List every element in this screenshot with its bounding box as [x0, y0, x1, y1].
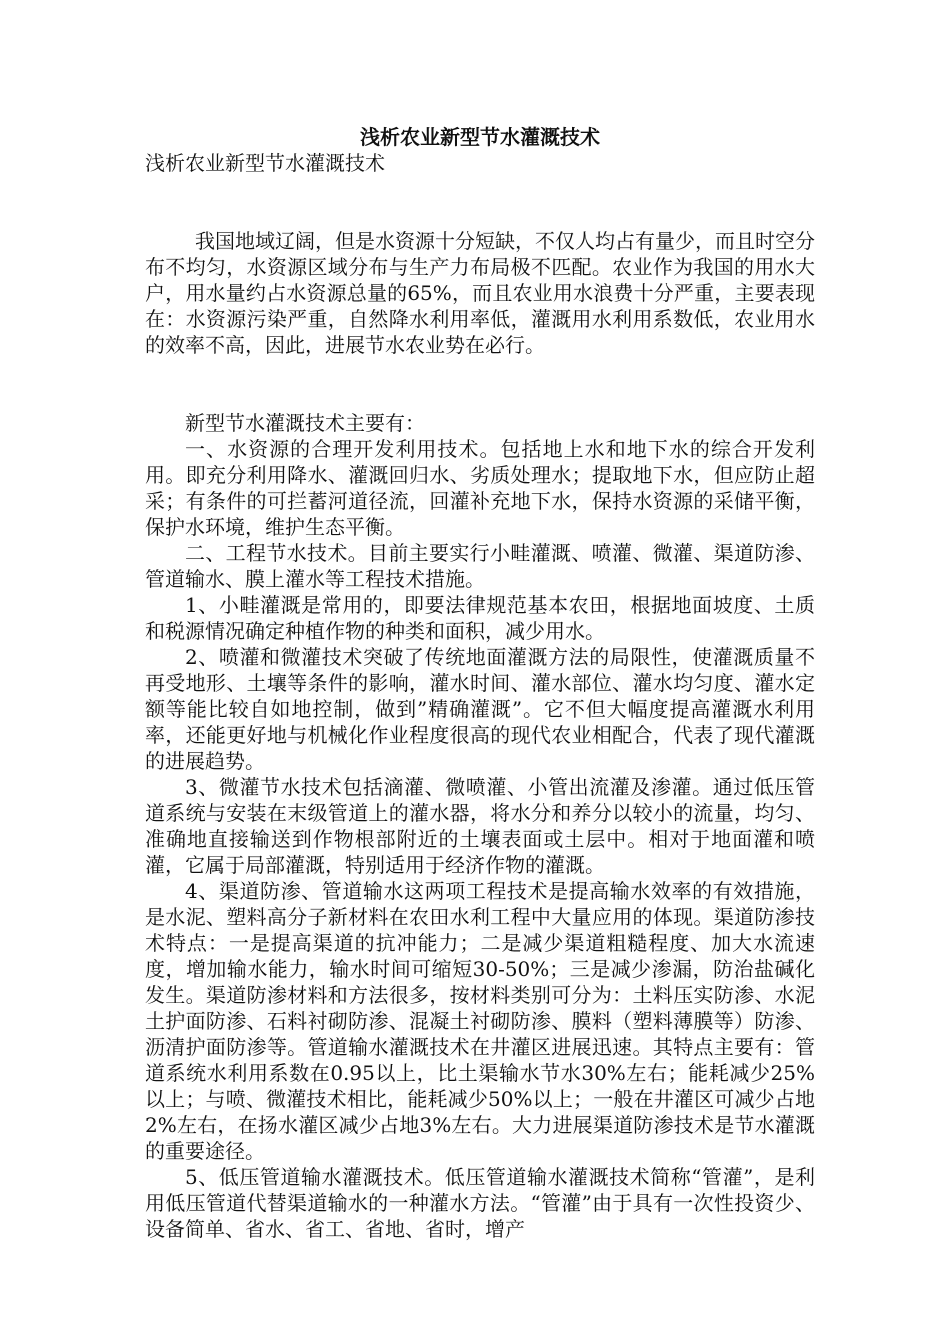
document-subtitle: 浅析农业新型节水灌溉技术 — [145, 151, 385, 175]
document-title: 浅析农业新型节水灌溉技术 — [360, 125, 600, 149]
paragraph-channel-seepage: 4、渠道防渗、管道输水这两项工程技术是提高输水效率的有效措施，是水泥、塑料高分子新材料在农田水利工程中大量应用的体现。渠道防渗技术特点：一是提高渠道的抗冲能力；二是减少渠道粗糙程度、加大水流速度，增加输水能力，输水时间可缩短30-50%；三是减少渗漏，防治盐碱化发生。渠道防渗材料和方法很多，按材料类别可分为：土料压实防渗、水泥土护面防渗、石料衬砌防渗、混凝土衬砌防渗、膜料（塑料薄膜等）防渗、沥清护面防渗等。管道输水灌溉技术在井灌区进展迅速。其特点主要有：管道系统水利用系数在0.95以上，比土渠输水节水30%左右；能耗减少25%以上；与喷、微灌技术相比，能耗减少50%以上；一般在井灌区可减少占地2%左右，在扬水灌区减少占地3%左右。大力进展渠道防渗技术是节水灌溉的重要途径。 — [145, 879, 815, 1163]
paragraph-water-resources: 一、水资源的合理开发利用技术。包括地上水和地下水的综合开发利用。即充分利用降水、灌溉回归水、劣质处理水；提取地下水，但应防止超采；有条件的可拦蓄河道径流，回灌补充地下水，保持水资源的采储平衡，保护水环境，维护生态平衡。 — [145, 437, 815, 539]
paragraph-sprinkler: 2、喷灌和微灌技术突破了传统地面灌溉方法的局限性，使灌溉质量不再受地形、土壤等条件的影响，灌水时间、灌水部位、灌水均匀度、灌水定额等能比较自如地控制，做到”精确灌溉”。它不但大幅度提高灌溉水利用率，还能更好地与机械化作业程度很高的现代农业相配合，代表了现代灌溉的进展趋势。 — [145, 645, 815, 773]
paragraph-engineering: 二、工程节水技术。目前主要实行小畦灌溉、喷灌、微灌、渠道防渗、管道输水、膜上灌水等工程技术措施。 — [145, 541, 815, 591]
paragraph-intro: 我国地域辽阔，但是水资源十分短缺，不仅人均占有量少，而且时空分布不均匀，水资源区域分布与生产力布局极不匹配。农业作为我国的用水大户，用水量约占水资源总量的65%，而且农业用水浪费十分严重，主要表现在：水资源污染严重，自然降水利用率低，灌溉用水利用系数低，农业用水的效率不高，因此，进展节水农业势在必行。 — [145, 229, 815, 357]
document-page — [145, 120, 815, 1242]
spacer — [145, 176, 815, 228]
paragraph-small-border: 1、小畦灌溉是常用的，即要法律规范基本农田，根据地面坡度、土质和税源情况确定种植作物的种类和面积，减少用水。 — [145, 593, 815, 643]
spacer — [145, 358, 815, 410]
paragraph-low-pressure-pipe: 5、低压管道输水灌溉技术。低压管道输水灌溉技术简称“管灌”，是利用低压管道代替渠道输水的一种灌水方法。“管灌”由于具有一次性投资少、设备简单、省水、省工、省地、省时，增产 — [145, 1165, 815, 1241]
paragraph-lead: 新型节水灌溉技术主要有： — [185, 411, 425, 435]
paragraph-micro-irrigation: 3、微灌节水技术包括滴灌、微喷灌、小管出流灌及渗灌。通过低压管道系统与安装在末级管道上的灌水器，将水分和养分以较小的流量，均匀、准确地直接输送到作物根部附近的土壤表面或土层中。相对于地面灌和喷灌，它属于局部灌溉，特别适用于经济作物的灌溉。 — [145, 775, 815, 877]
